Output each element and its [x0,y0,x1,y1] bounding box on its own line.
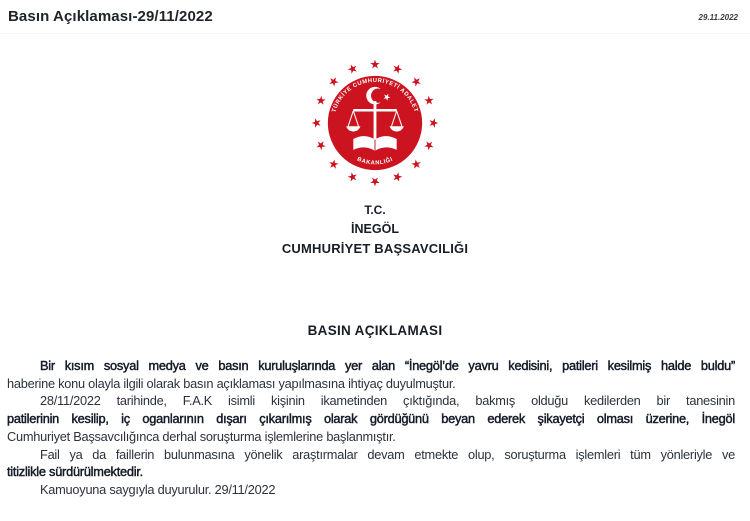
seal-ring-text-bottom: BAKANLIĞI [355,156,395,167]
letterhead-tc: T.C. [364,203,386,217]
body-line: haberine konu olayla ilgili olarak basın açıklaması yapılmasına ihtiyaç duyulmuştur. [7,375,456,391]
body-line: 28/11/2022 tarihinde, F.A.K isimli kişinin ikametinden çıktığında, bakmış olduğu kedilerden bir tanesinin [40,393,735,409]
letterhead-office: CUMHURİYET BAŞSAVCILIĞI [281,241,469,256]
letterhead [0,201,750,258]
body-line: patilerinin kesilip, iç oganlarının dışarı çıkarılmış olarak gördüğünü beyan ederek şikayetçi olması üzerine, İnegöl [7,411,735,427]
letterhead-city: İNEGÖL [351,222,399,236]
body-line: titizlikle sürdürülmektedir. [7,464,143,480]
body-line: Bir kısım sosyal medya ve basın kuruluşlarında yer alan “İnegöl’de yavru kedisini, patileri kesilmiş halde buldu” [40,358,735,373]
ministry-of-justice-seal-icon [309,57,441,189]
body-line: Fail ya da faillerin bulunmasına yönelik araştırmalar devam etmekte olup, soruşturma işlemleri tüm yönleriyle ve [40,446,735,462]
body-line: Kamuoyuna saygıyla duyurulur. 29/11/2022 [40,481,276,497]
header-date: 29.11.2022 [698,13,738,22]
header-divider [0,33,750,34]
press-release-heading: BASIN AÇIKLAMASI [307,323,443,338]
press-release-body [7,357,735,499]
seal-ring-text-top: TÜRKİYE CUMHURİYETİ ADALET [331,77,419,114]
page-title: Basın Açıklaması-29/11/2022 [8,8,213,25]
body-line: Cumhuriyet Başsavcılığınca derhal soruşturma işlemlerine başlanmıştır. [7,428,396,444]
